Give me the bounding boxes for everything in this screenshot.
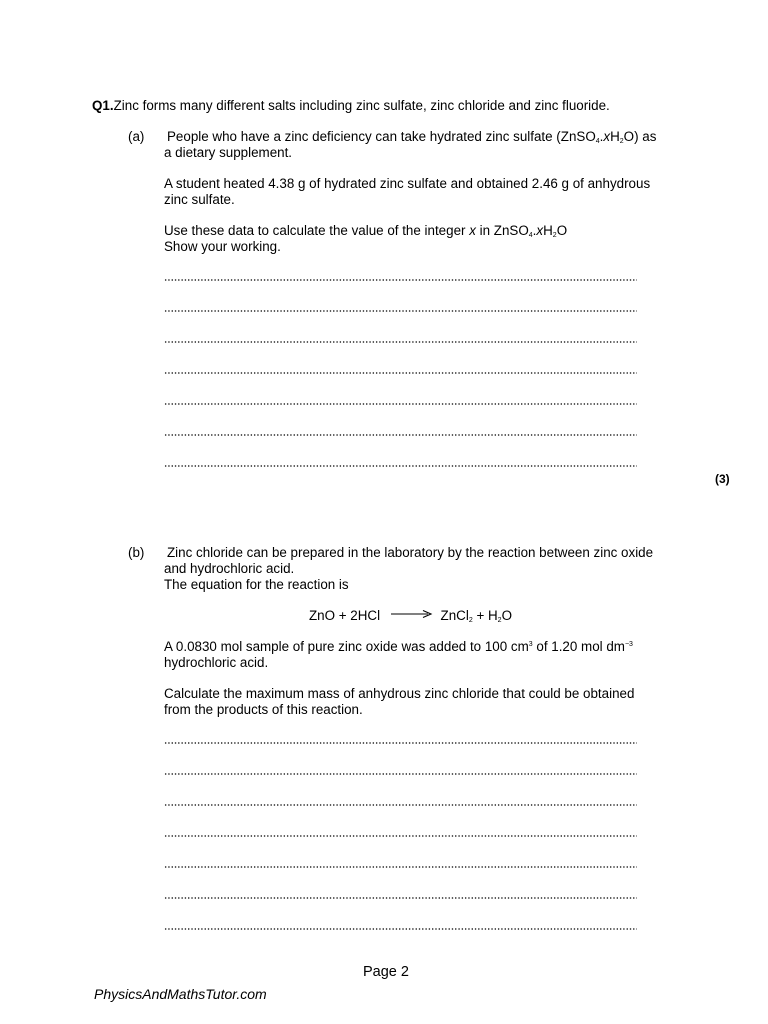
question-intro bbox=[92, 98, 610, 113]
reaction-equation bbox=[309, 608, 512, 623]
part-a-marks: (3) bbox=[715, 472, 730, 486]
part-a-data: A student heated 4.38 g of hydrated zinc sulfate and obtained 2.46 g of anhydrous zinc sulfate. bbox=[164, 176, 651, 207]
equation-reactants: ZnO + 2HCl bbox=[309, 608, 381, 623]
answer-line[interactable] bbox=[164, 834, 637, 838]
equation-products: ZnCl$_2$ + $H_2O$ bbox=[440, 608, 512, 624]
part-a-instruction: Use these data to calculate the value of the integer x in $ZnSO_4.xH_2O$ Show your working. bbox=[164, 223, 568, 254]
answer-line[interactable] bbox=[164, 340, 637, 344]
answer-line[interactable] bbox=[164, 371, 637, 375]
part-a-prompt: People who have a zinc deficiency can take hydrated zinc sulfate $(ZnSO_4.xH_2O)$ as a dietary supplement. bbox=[164, 129, 657, 160]
answer-line[interactable] bbox=[164, 927, 637, 931]
answer-line[interactable] bbox=[164, 741, 637, 745]
answer-line[interactable] bbox=[164, 865, 637, 869]
part-a-label: (a) bbox=[128, 129, 145, 144]
part-b-sample: A 0.0830 mol sample of pure zinc oxide was added to 100 $cm^3$ of 1.20 mol $dm^{-3}$ hydrochloric acid. bbox=[164, 639, 633, 670]
answer-line[interactable] bbox=[164, 896, 637, 900]
answer-line[interactable] bbox=[164, 433, 637, 437]
footer-site-name: PhysicsAndMathsTutor.com bbox=[94, 986, 267, 1002]
part-b-label: (b) bbox=[128, 545, 145, 560]
question-number: Q1. bbox=[92, 98, 114, 113]
answer-line[interactable] bbox=[164, 772, 637, 776]
question-intro-text: Zinc forms many different salts including zinc sulfate, zinc chloride and zinc fluoride. bbox=[113, 98, 610, 113]
page-number: Page 2 bbox=[363, 964, 409, 980]
answer-line[interactable] bbox=[164, 464, 637, 468]
part-b-prompt: Zinc chloride can be prepared in the laboratory by the reaction between zinc oxide and hydrochloric acid. The equation for the reaction is bbox=[164, 545, 654, 592]
reaction-arrow-icon bbox=[390, 609, 434, 619]
answer-line[interactable] bbox=[164, 309, 637, 313]
answer-line[interactable] bbox=[164, 278, 637, 282]
part-b-instruction: Calculate the maximum mass of anhydrous zinc chloride that could be obtained from the products of this reaction. bbox=[164, 686, 635, 717]
answer-line[interactable] bbox=[164, 803, 637, 807]
answer-line[interactable] bbox=[164, 402, 637, 406]
